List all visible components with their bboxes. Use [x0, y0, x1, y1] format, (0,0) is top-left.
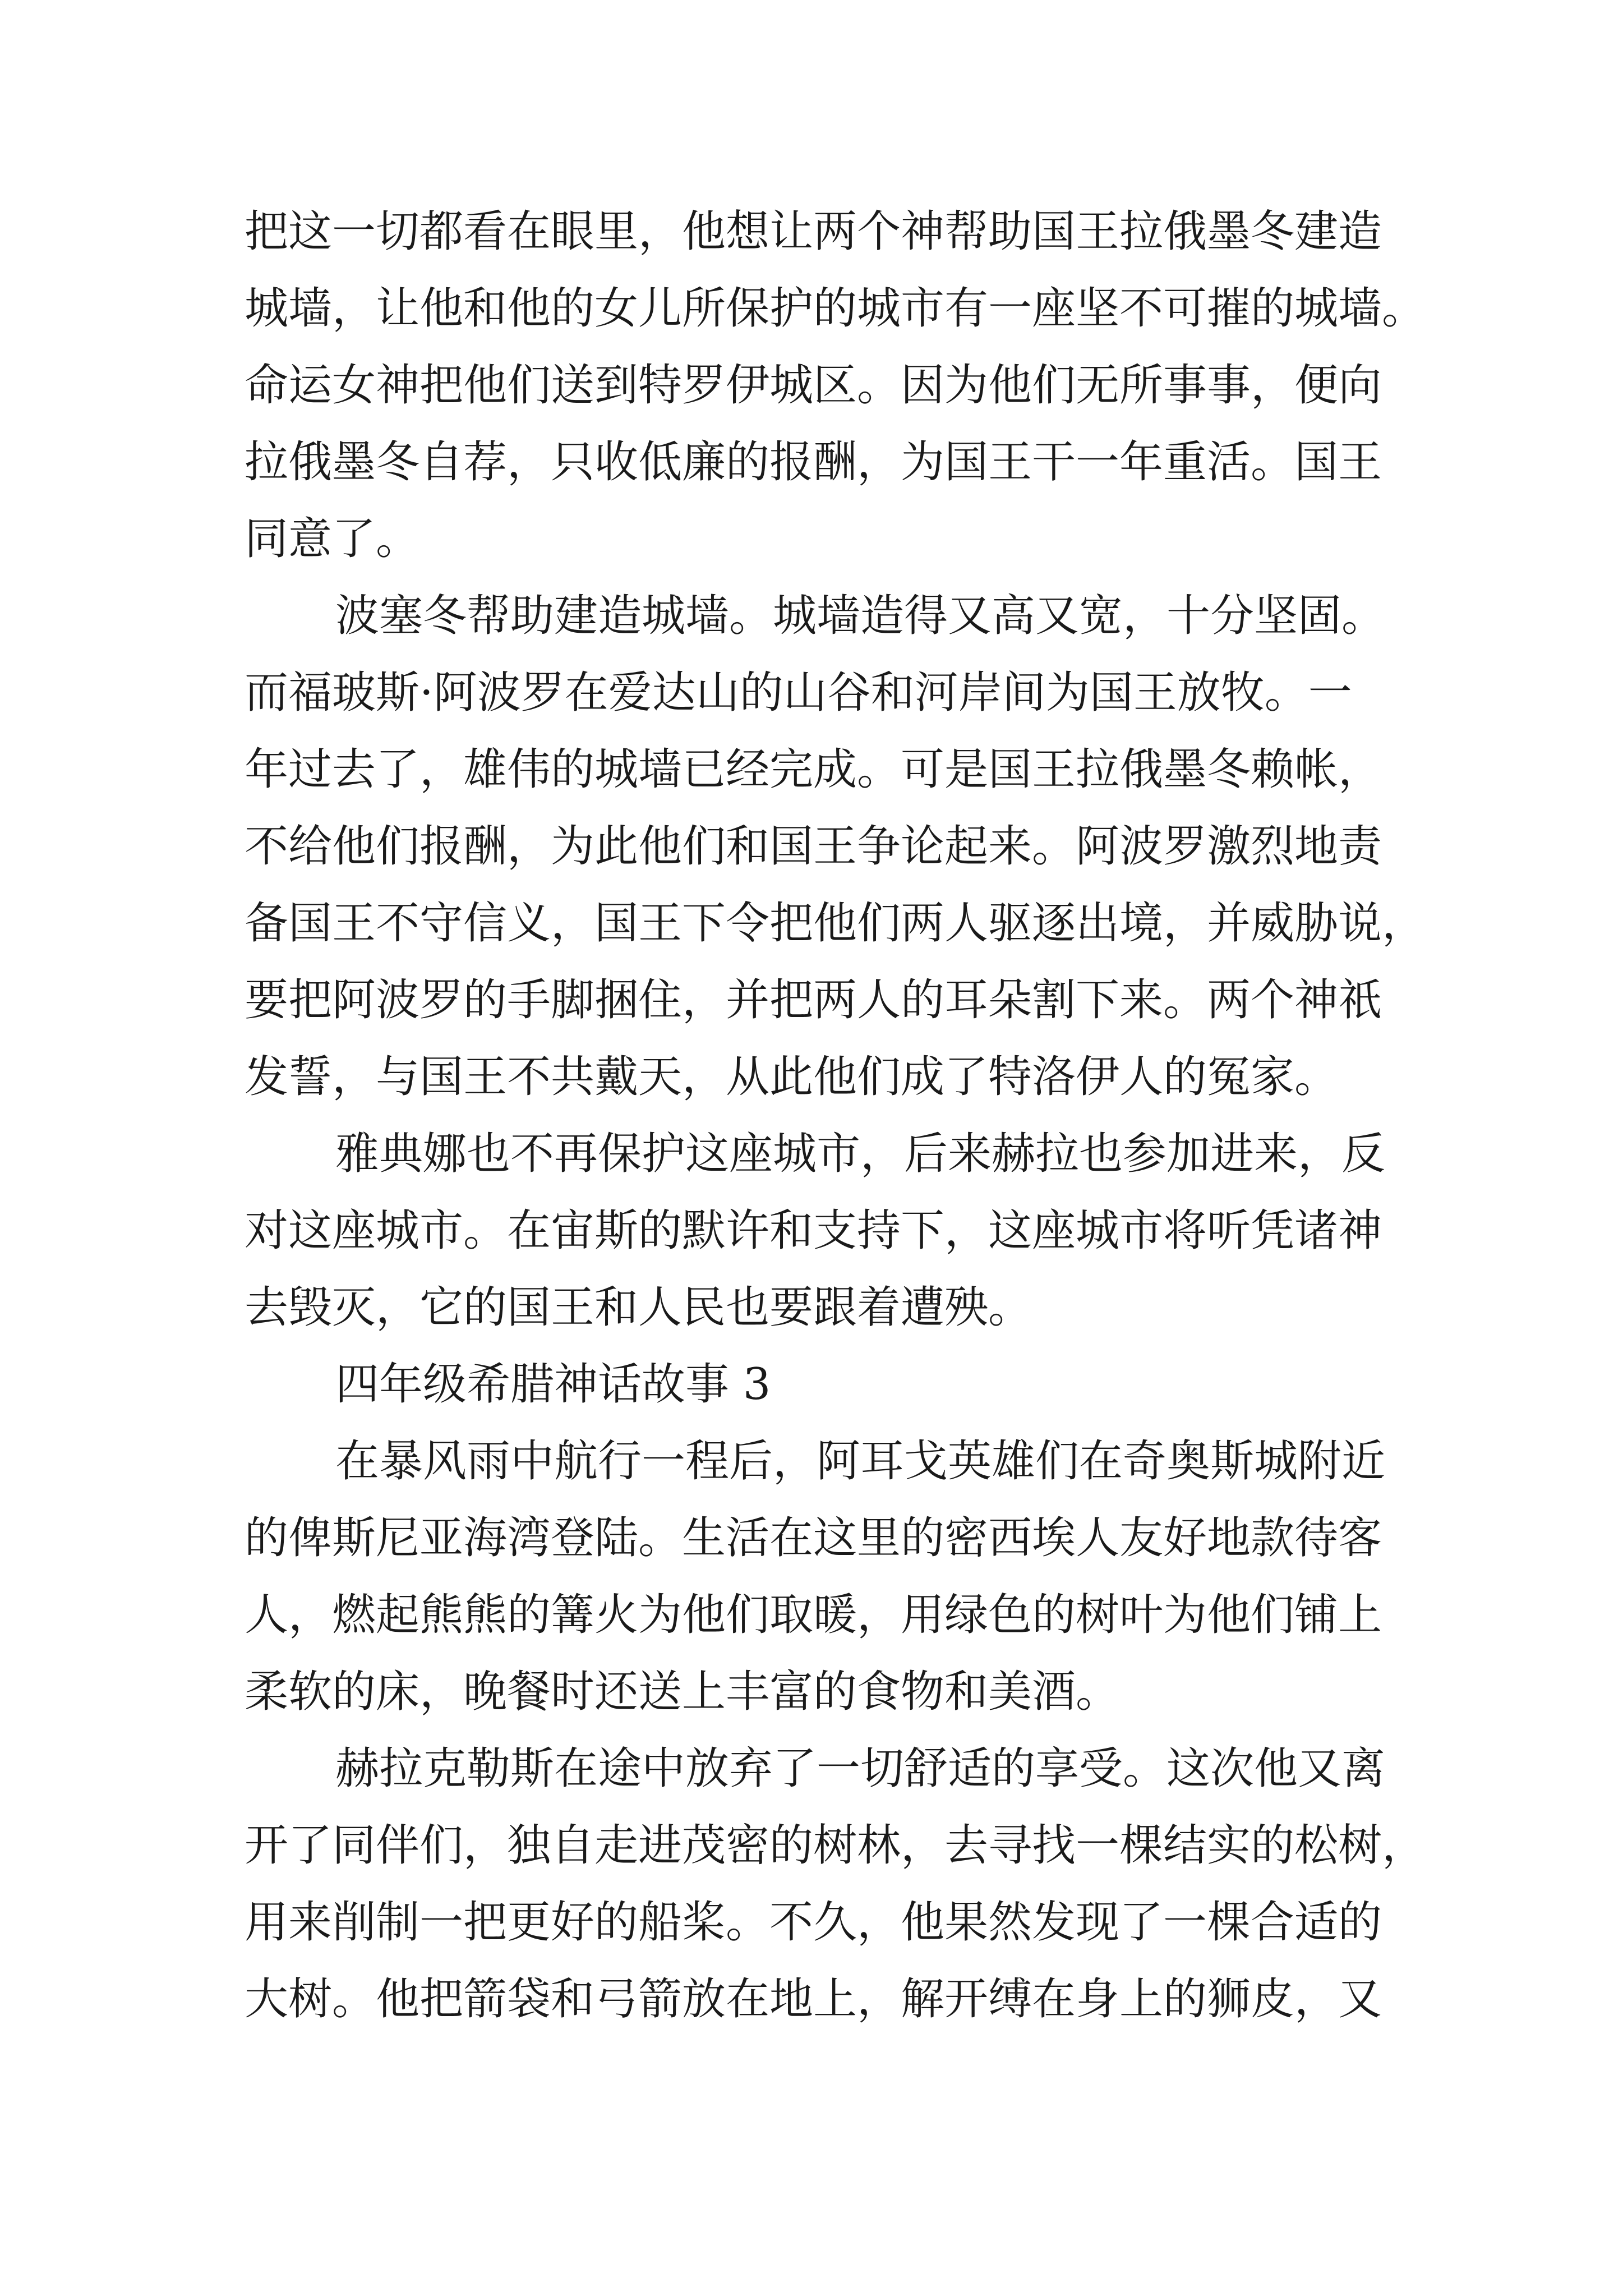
text-line: 的俾斯尼亚海湾登陆。生活在这里的密西埃人友好地款待客: [245, 1513, 1382, 1563]
text-line: 拉俄墨冬自荐，只收低廉的报酬，为国王干一年重活。国王: [245, 437, 1382, 487]
text-line: 柔软的床，晚餐时还送上丰富的食物和美酒。: [245, 1667, 1120, 1717]
text-line: 把这一切都看在眼里，他想让两个神帮助国王拉俄墨冬建造: [245, 206, 1382, 257]
text-line: 城墙，让他和他的女儿所保护的城市有一座坚不可摧的城墙。: [245, 283, 1426, 334]
section-heading: 四年级希腊神话故事 3: [335, 1359, 771, 1410]
text-line: 去毁灭，它的国王和人民也要跟着遭殃。: [245, 1282, 1032, 1333]
text-line: 要把阿波罗的手脚捆住，并把两人的耳朵割下来。两个神祇: [245, 975, 1382, 1025]
document-body: [245, 194, 1433, 2038]
paragraph-start-line: 雅典娜也不再保护这座城市，后来赫拉也参加进来，反: [335, 1129, 1386, 1179]
text-line: 用来削制一把更好的船桨。不久，他果然发现了一棵合适的: [245, 1897, 1382, 1948]
paragraph-start-line: 波塞冬帮助建造城墙。城墙造得又高又宽，十分坚固。: [335, 591, 1386, 641]
text-line: 年过去了，雄伟的城墙已经完成。可是国王拉俄墨冬赖帐，: [245, 744, 1382, 795]
paragraph-start-line: 在暴风雨中航行一程后，阿耳戈英雄们在奇奥斯城附近: [335, 1436, 1386, 1487]
text-line: 不给他们报酬，为此他们和国王争论起来。阿波罗激烈地责: [245, 821, 1382, 872]
text-line: 大树。他把箭袋和弓箭放在地上，解开缚在身上的狮皮，又: [245, 1974, 1382, 2024]
text-line: 开了同伴们，独自走进茂密的树林，去寻找一棵结实的松树，: [245, 1820, 1426, 1871]
text-line: 命运女神把他们送到特罗伊城区。因为他们无所事事，便向: [245, 360, 1382, 411]
text-line: 同意了。: [245, 514, 420, 564]
text-line: 人，燃起熊熊的篝火为他们取暖，用绿色的树叶为他们铺上: [245, 1590, 1382, 1640]
text-line: 而福玻斯·阿波罗在爱达山的山谷和河岸间为国王放牧。一: [245, 668, 1352, 718]
text-line: 发誓，与国王不共戴天，从此他们成了特洛伊人的冤家。: [245, 1052, 1339, 1102]
paragraph-start-line: 赫拉克勒斯在途中放弃了一切舒适的享受。这次他又离: [335, 1743, 1386, 1794]
text-line: 对这座城市。在宙斯的默许和支持下，这座城市将听凭诸神: [245, 1205, 1382, 1256]
text-line: 备国王不守信义，国王下令把他们两人驱逐出境，并威胁说，: [245, 898, 1426, 949]
